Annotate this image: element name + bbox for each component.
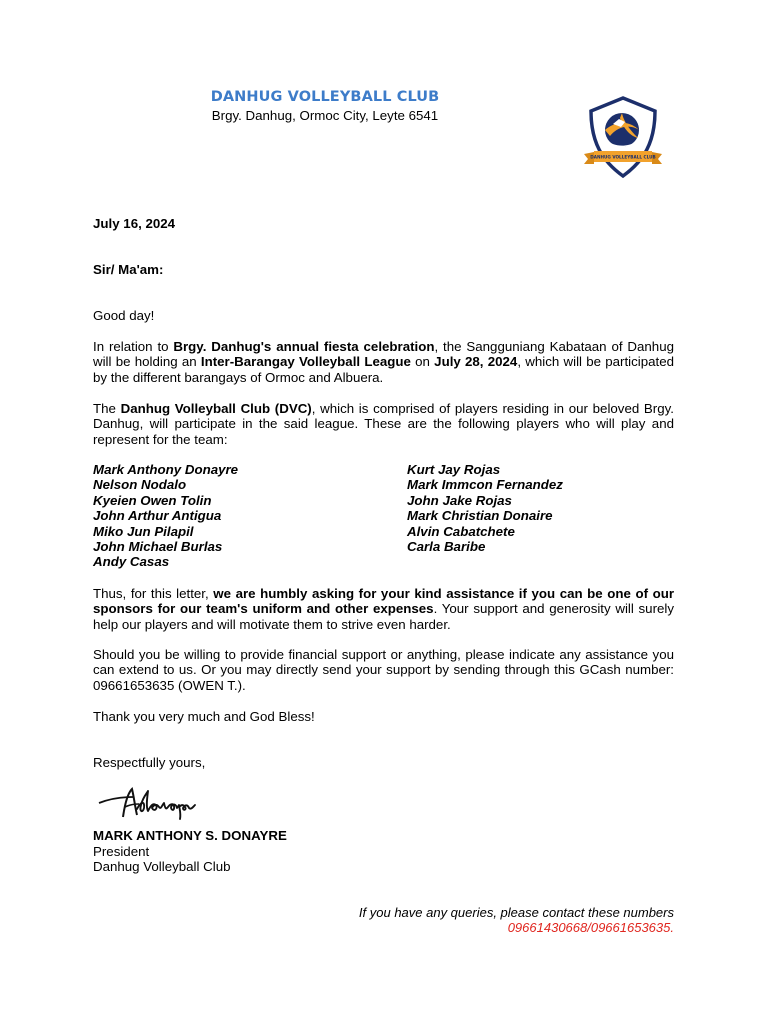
- player-name: Mark Immcon Fernandez: [407, 477, 563, 493]
- greeting: Good day!: [93, 308, 155, 323]
- letter-date: July 16, 2024: [93, 216, 176, 231]
- paragraph-event: In relation to Brgy. Danhug's annual fiesta celebration, the Sangguniang Kabataan of Danhug will be holding an Inter-Barangay Volleyball League on July 28, 2024, which will be participated by the different barangays of Ormoc and Albuera.: [93, 339, 675, 385]
- club-address: Brgy. Danhug, Ormoc City, Leyte 6541: [211, 108, 439, 123]
- paragraph-club: The Danhug Volleyball Club (DVC), which is comprised of players residing in our beloved Brgy. Danhug, will participate in the said league. These are the following players who will play and represent for the team:: [93, 401, 674, 447]
- player-name: Carla Baribe: [407, 539, 486, 555]
- signer-organization: Danhug Volleyball Club: [93, 859, 231, 874]
- player-name: John Jake Rojas: [407, 492, 512, 508]
- paragraph-request: Thus, for this letter, we are humbly asking for your kind assistance if you can be one of our sponsors for our team's uniform and other expenses. Your support and generosity will surely help our players and will motivate them to strive even harder.: [93, 586, 675, 632]
- player-name: Miko Jun Pilapil: [93, 523, 194, 539]
- player-name: Nelson Nodalo: [93, 477, 187, 493]
- signature: [95, 783, 215, 823]
- logo-banner-text: DANHUG VOLLEYBALL CLUB: [590, 154, 656, 160]
- player-name: Alvin Cabatchete: [407, 523, 515, 539]
- player-name: Mark Christian Donaire: [407, 508, 553, 524]
- player-list-left: [93, 462, 238, 570]
- contact-numbers: 09661430668/09661653635.: [507, 920, 674, 936]
- signer-title: President: [93, 844, 150, 859]
- thank-you-line: Thank you very much and God Bless!: [93, 709, 315, 724]
- player-name: Kurt Jay Rojas: [407, 462, 501, 477]
- player-name: Kyeien Owen Tolin: [93, 492, 212, 508]
- club-name: DANHUG VOLLEYBALL CLUB: [210, 89, 440, 105]
- paragraph-support: Should you be willing to provide financial support or anything, please indicate any assistance you can extend to us. Or you may directly send your support by sending through this GCash number: 09661653635 (OWEN T.).: [93, 647, 674, 693]
- contact-note-text: If you have any queries, please contact these numbers: [358, 905, 674, 920]
- player-list-right: [407, 462, 563, 554]
- player-name: Mark Anthony Donayre: [93, 462, 239, 477]
- salutation: Sir/ Ma'am:: [93, 262, 164, 277]
- contact-note: [359, 905, 674, 935]
- player-name: John Arthur Antigua: [93, 508, 222, 524]
- player-name: Andy Casas: [93, 554, 170, 570]
- signer-name: MARK ANTHONY S. DONAYRE: [93, 828, 287, 843]
- player-name: John Michael Burlas: [93, 539, 223, 555]
- club-logo: [580, 94, 666, 180]
- closing: Respectfully yours,: [93, 755, 206, 770]
